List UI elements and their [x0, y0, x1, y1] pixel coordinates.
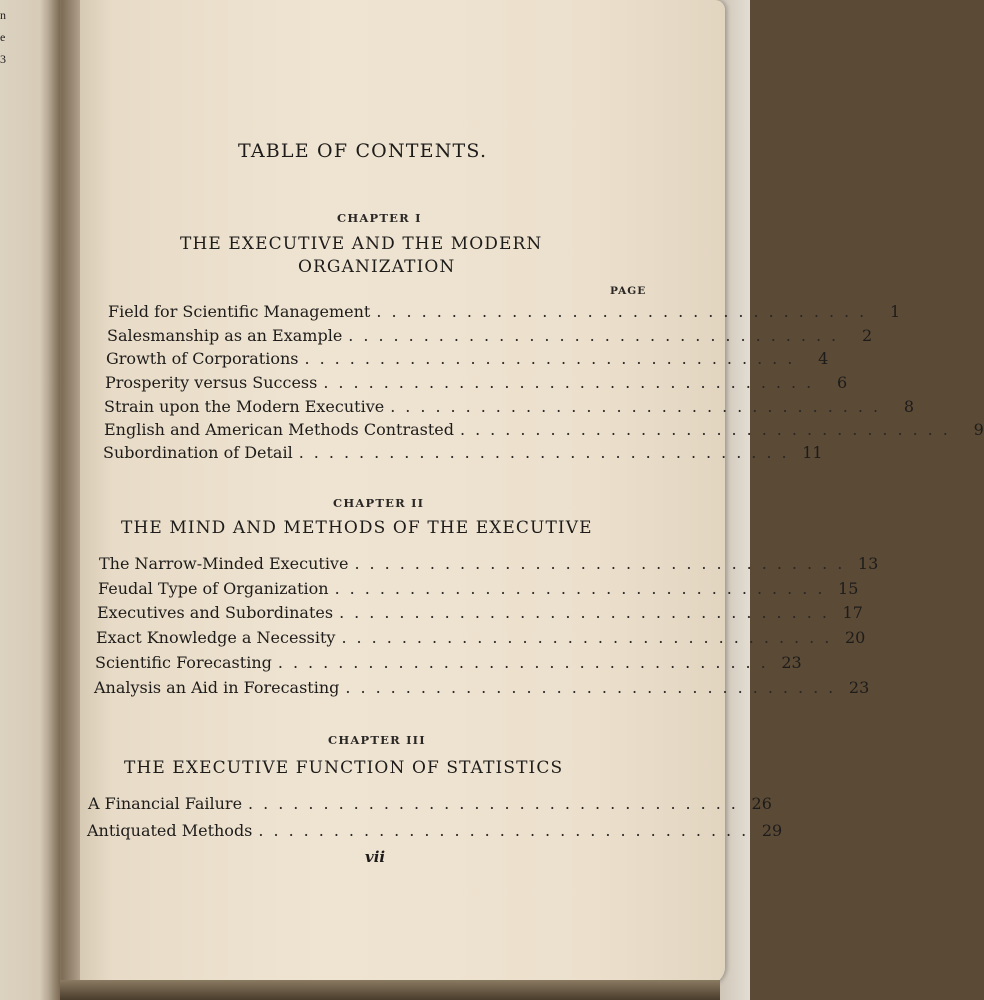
entry-page: 23: [781, 652, 802, 672]
entry-page: 11: [802, 442, 823, 462]
toc-entry[interactable]: [104, 417, 984, 441]
toc-entry[interactable]: [99, 551, 879, 575]
toc-entry[interactable]: [104, 394, 915, 418]
entry-title: Executives and Subordinates: [97, 602, 334, 622]
chapter-title: THE EXECUTIVE AND THE MODERN: [180, 234, 543, 254]
toc-entry[interactable]: [97, 600, 863, 624]
leader-dots: .................................: [345, 677, 844, 697]
toc-entry[interactable]: [103, 440, 823, 464]
entry-page: 2: [861, 325, 873, 345]
leader-dots: .................................: [348, 325, 847, 345]
chapter-title: THE EXECUTIVE FUNCTION OF STATISTICS: [124, 758, 564, 778]
entry-title: Salesmanship as an Example: [107, 325, 343, 345]
entry-page: 9: [973, 419, 984, 439]
entry-title: Scientific Forecasting: [95, 652, 272, 672]
page-column-label: PAGE: [610, 285, 647, 297]
entry-title: Antiquated Methods: [87, 820, 253, 840]
book-gutter-shadow: [40, 0, 80, 1000]
chapter-label: CHAPTER III: [328, 733, 426, 747]
toc-entry[interactable]: [88, 791, 772, 815]
entry-title: English and American Methods Contrasted: [104, 419, 454, 439]
entry-page: 20: [844, 627, 866, 647]
leader-dots: .................................: [298, 442, 797, 462]
entry-page: 23: [848, 677, 870, 697]
toc-entry[interactable]: [94, 675, 870, 699]
toc-entry[interactable]: [96, 625, 866, 649]
toc-entry[interactable]: [108, 299, 901, 323]
chapter-label: CHAPTER I: [337, 211, 422, 225]
toc-entry[interactable]: [98, 576, 859, 600]
toc-entry[interactable]: [95, 650, 802, 674]
entry-title: Field for Scientific Management: [108, 301, 371, 321]
entry-title: Prosperity versus Success: [105, 372, 318, 392]
entry-title: Analysis an Aid in Forecasting: [94, 677, 340, 697]
entry-page: 15: [838, 578, 859, 598]
entry-title: A Financial Failure: [88, 793, 243, 813]
page-edge: [60, 980, 720, 1000]
entry-title: Feudal Type of Organization: [98, 578, 329, 598]
leader-dots: .................................: [354, 553, 853, 573]
entry-page: 26: [751, 793, 772, 813]
toc-entry[interactable]: [87, 818, 783, 842]
entry-page: 13: [857, 553, 879, 573]
facing-page-text: 3: [0, 52, 6, 66]
leader-dots: .................................: [334, 578, 833, 598]
entry-title: Strain upon the Modern Executive: [104, 396, 385, 416]
entry-page: 1: [890, 301, 901, 321]
entry-title: Subordination of Detail: [103, 442, 293, 462]
chapter-title: THE MIND AND METHODS OF THE EXECUTIVE: [121, 518, 593, 538]
leader-dots: .................................: [258, 820, 757, 840]
leader-dots: .................................: [376, 301, 875, 321]
leader-dots: .................................: [339, 602, 837, 622]
leader-dots: .................................: [341, 627, 840, 647]
chapter-label: CHAPTER II: [333, 496, 425, 510]
entry-page: 8: [903, 396, 915, 416]
facing-page-text: n: [0, 8, 6, 22]
page-title: TABLE OF CONTENTS.: [238, 140, 488, 162]
page-number: vii: [365, 848, 386, 866]
entry-page: 29: [761, 820, 783, 840]
toc-entry[interactable]: [107, 323, 873, 347]
entry-title: The Narrow-Minded Executive: [99, 553, 349, 573]
leader-dots: .................................: [304, 348, 803, 368]
entry-title: Growth of Corporations: [106, 348, 299, 368]
entry-page: 4: [818, 348, 829, 368]
leader-dots: .................................: [460, 419, 958, 439]
entry-title: Exact Knowledge a Necessity: [96, 627, 336, 647]
leader-dots: .................................: [277, 652, 776, 672]
leader-dots: .................................: [248, 793, 746, 813]
chapter-title: ORGANIZATION: [298, 257, 456, 277]
leader-dots: .................................: [390, 396, 889, 416]
facing-page-text: e: [0, 30, 6, 44]
toc-entry[interactable]: [106, 346, 829, 370]
leader-dots: .................................: [323, 372, 822, 392]
toc-entry[interactable]: [105, 370, 848, 394]
entry-page: 17: [842, 602, 863, 622]
entry-page: 6: [837, 372, 848, 392]
